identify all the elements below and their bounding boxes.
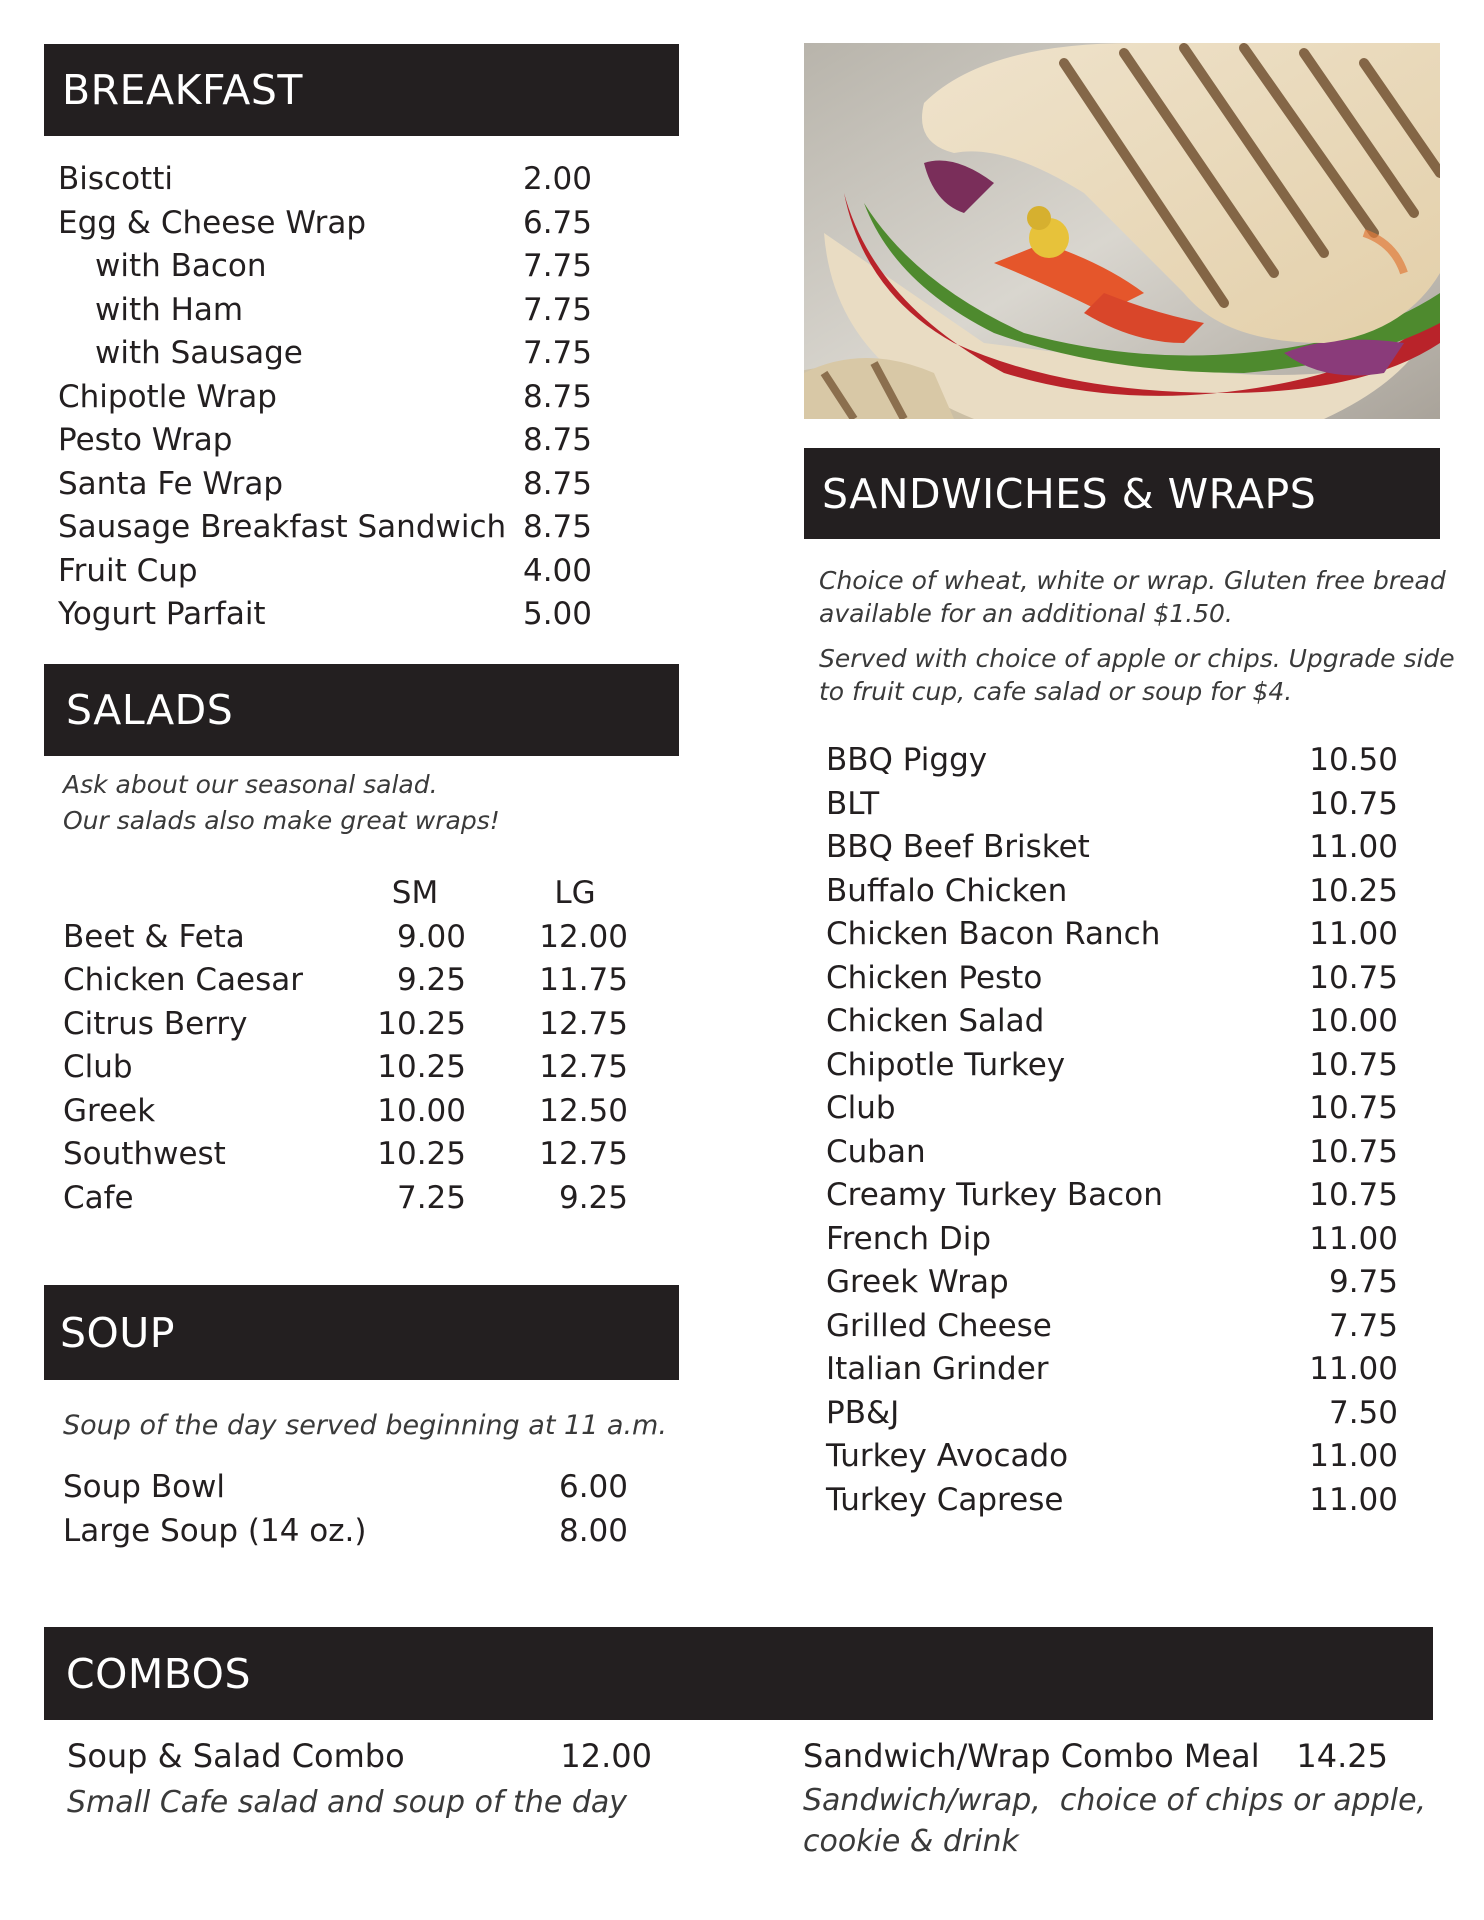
item-price: 10.75 [1309,1134,1398,1170]
item-price: 10.75 [1309,960,1398,996]
item-price: 8.75 [522,466,592,502]
item-price: 10.25 [1309,873,1398,909]
item-price-sm: 9.25 [396,962,466,998]
item-price: 10.75 [1309,1090,1398,1126]
item-price: 10.75 [1309,1177,1398,1213]
list-item: Yogurt Parfait [58,596,266,632]
soup-header [44,1285,679,1380]
item-price-sm: 7.25 [396,1180,466,1216]
item-price-lg: 12.75 [539,1049,628,1085]
list-item: Chipotle Wrap [58,379,277,415]
list-item: with Ham [95,292,244,328]
list-item: French Dip [826,1221,992,1257]
item-price-lg: 12.75 [539,1136,628,1172]
list-item: Fruit Cup [58,553,198,589]
list-item: Cuban [826,1134,926,1170]
list-item: Creamy Turkey Bacon [826,1177,1163,1213]
salads-note: Our salads also make great wraps! [63,806,500,835]
combos-title: COMBOS [66,1649,251,1698]
sandwiches-note: Served with choice of apple or chips. Upgrade side [819,644,1455,673]
list-item: Biscotti [58,161,173,197]
combo-name: Soup & Salad Combo [67,1737,405,1775]
list-item: Sausage Breakfast Sandwich [58,509,507,545]
item-price: 10.75 [1309,786,1398,822]
breakfast-title: BREAKFAST [62,66,303,114]
item-price-sm: 10.00 [377,1093,466,1129]
combos-header [44,1627,1433,1720]
list-item: with Bacon [95,248,267,284]
item-price: 11.00 [1309,1351,1398,1387]
list-item: Egg & Cheese Wrap [58,205,367,241]
sandwiches-note: to fruit cup, cafe salad or soup for $4. [819,677,1293,706]
list-item: Chicken Caesar [63,962,303,998]
combo-description: Small Cafe salad and soup of the day [67,1785,628,1820]
item-price: 11.00 [1309,1482,1398,1518]
item-price-sm: 10.25 [377,1049,466,1085]
item-price-lg: 12.00 [539,919,628,955]
sandwiches-note: Choice of wheat, white or wrap. Gluten free bread [819,566,1446,595]
item-price: 7.75 [1328,1308,1398,1344]
item-price-sm: 10.25 [377,1136,466,1172]
item-price: 7.75 [522,292,592,328]
item-price: 7.50 [1328,1395,1398,1431]
combo-description: cookie & drink [803,1824,1019,1859]
item-price: 8.75 [522,422,592,458]
salads-note: Ask about our seasonal salad. [63,770,438,799]
column-header-sm: SM [391,875,439,911]
sandwich-photo-icon [804,43,1440,419]
item-price: 11.00 [1309,829,1398,865]
list-item: BLT [826,786,880,822]
list-item: Chicken Salad [826,1003,1045,1039]
item-price: 6.75 [522,205,592,241]
item-price-lg: 9.25 [558,1180,628,1216]
item-price: 8.00 [558,1513,628,1549]
combo-price: 12.00 [560,1737,652,1775]
list-item: Club [63,1049,133,1085]
item-price-lg: 12.75 [539,1006,628,1042]
list-item: Southwest [63,1136,226,1172]
list-item: Italian Grinder [826,1351,1049,1387]
item-price: 5.00 [522,596,592,632]
sandwiches-header [804,448,1440,539]
list-item: Soup Bowl [63,1469,226,1505]
item-price: 7.75 [522,248,592,284]
list-item: BBQ Beef Brisket [826,829,1090,865]
item-price: 10.75 [1309,1047,1398,1083]
list-item: BBQ Piggy [826,742,988,778]
item-price: 8.75 [522,379,592,415]
list-item: Citrus Berry [63,1006,248,1042]
list-item: Cafe [63,1180,134,1216]
list-item: Beet & Feta [63,919,245,955]
item-price-lg: 12.50 [539,1093,628,1129]
item-price-sm: 9.00 [396,919,466,955]
item-price: 4.00 [522,553,592,589]
item-price: 10.00 [1309,1003,1398,1039]
salads-header [44,664,679,756]
list-item: PB&J [826,1395,900,1431]
list-item: Buffalo Chicken [826,873,1068,909]
list-item: Grilled Cheese [826,1308,1052,1344]
item-price: 9.75 [1328,1264,1398,1300]
list-item: Turkey Avocado [826,1438,1069,1474]
list-item: Greek [63,1093,156,1129]
item-price: 11.00 [1309,1438,1398,1474]
combo-description: Sandwich/wrap, choice of chips or apple, [803,1783,1427,1818]
combo-name: Sandwich/Wrap Combo Meal [803,1737,1260,1775]
list-item: Chipotle Turkey [826,1047,1066,1083]
soup-note: Soup of the day served beginning at 11 a.m. [63,1410,667,1441]
list-item: Chicken Pesto [826,960,1043,996]
item-price-lg: 11.75 [539,962,628,998]
item-price-sm: 10.25 [377,1006,466,1042]
sandwiches-title: SANDWICHES & WRAPS [822,469,1317,518]
list-item: Pesto Wrap [58,422,233,458]
list-item: with Sausage [95,335,303,371]
sandwiches-note: available for an additional $1.50. [819,599,1233,628]
item-price: 2.00 [522,161,592,197]
item-price: 6.00 [558,1469,628,1505]
list-item: Chicken Bacon Ranch [826,916,1161,952]
soup-title: SOUP [60,1308,176,1357]
item-price: 11.00 [1309,1221,1398,1257]
combo-price: 14.25 [1296,1737,1388,1775]
list-item: Turkey Caprese [826,1482,1064,1518]
list-item: Greek Wrap [826,1264,1009,1300]
list-item: Large Soup (14 oz.) [63,1513,367,1549]
list-item: Club [826,1090,896,1126]
salads-title: SALADS [66,686,234,734]
list-item: Santa Fe Wrap [58,466,284,502]
item-price: 7.75 [522,335,592,371]
column-header-lg: LG [554,875,596,911]
item-price: 10.50 [1309,742,1398,778]
item-price: 8.75 [522,509,592,545]
item-price: 11.00 [1309,916,1398,952]
breakfast-header [44,44,679,136]
